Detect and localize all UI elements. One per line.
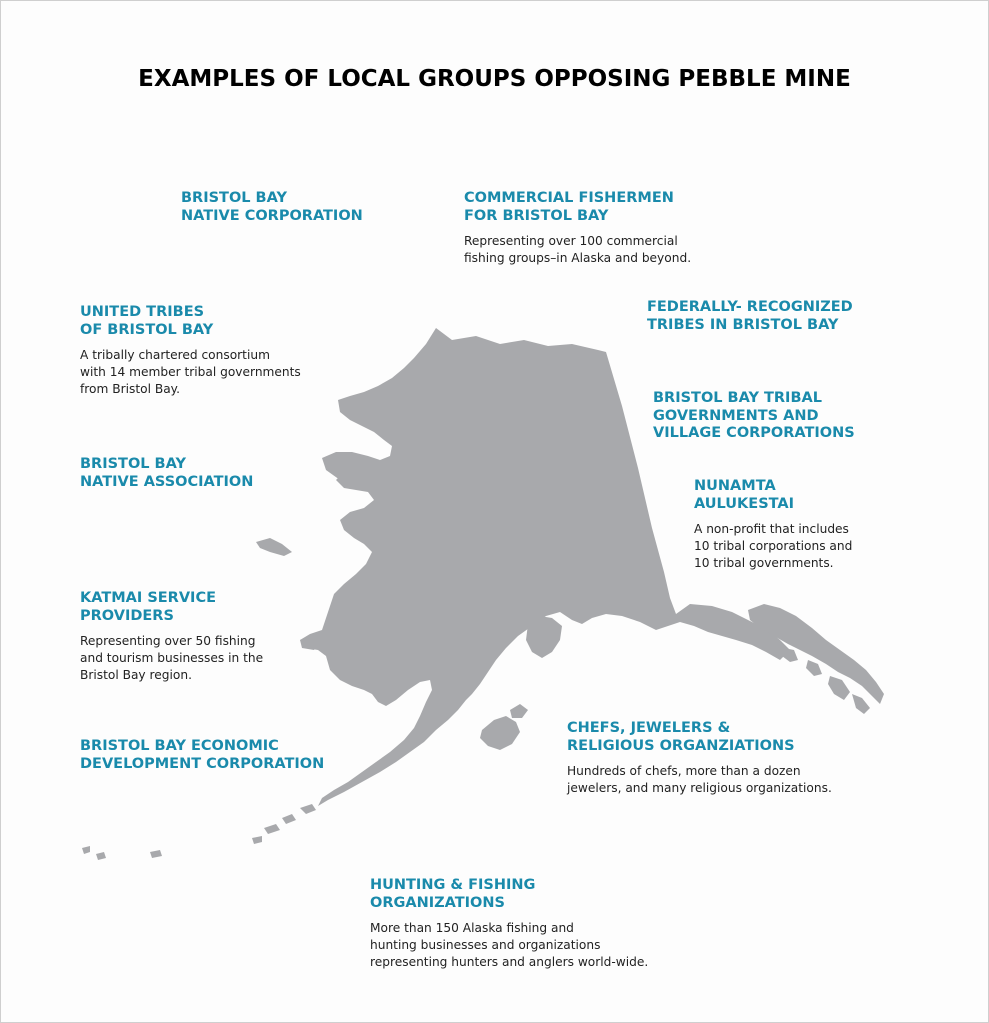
aleutian-island-1: [300, 804, 316, 814]
aleutian-island-3: [264, 824, 280, 834]
group-name: UNITED TRIBES OF BRISTOL BAY: [80, 304, 214, 338]
group-tribal-governments: [653, 390, 855, 443]
group-name: BRISTOL BAY TRIBAL GOVERNMENTS AND VILLAGE CORPORATIONS: [653, 390, 855, 441]
group-name: BRISTOL BAY NATIVE CORPORATION: [181, 190, 363, 224]
group-commercial-fishermen: [464, 190, 691, 267]
group-name: CHEFS, JEWELERS & RELIGIOUS ORGANZIATIONS: [567, 720, 795, 754]
group-bristol-bay-native-association: [80, 456, 253, 491]
group-description: Hundreds of chefs, more than a dozen jewelers, and many religious organizations.: [567, 764, 832, 795]
panhandle-island-1: [828, 676, 850, 700]
group-description: Representing over 50 fishing and tourism businesses in the Bristol Bay region.: [80, 634, 264, 682]
panhandle-island-2: [852, 694, 870, 714]
aleutian-island-2: [282, 814, 296, 824]
group-description: A non-profit that includes 10 tribal corporations and 10 tribal governments.: [694, 522, 853, 570]
group-federally-recognized-tribes: [647, 299, 853, 334]
group-chefs-jewelers-religious: [567, 720, 832, 797]
group-hunting-fishing-organizations: [370, 877, 648, 971]
afognak-island-shape: [510, 704, 528, 718]
group-description: A tribally chartered consortium with 14 member tribal governments from Bristol Bay.: [80, 348, 301, 396]
aleutian-island-5: [150, 850, 162, 858]
aleutian-island-7: [82, 846, 90, 854]
panhandle-shape: [748, 604, 884, 704]
page-title: EXAMPLES OF LOCAL GROUPS OPPOSING PEBBLE MINE: [138, 66, 851, 92]
kodiak-island-shape: [480, 716, 520, 750]
group-name: FEDERALLY- RECOGNIZED TRIBES IN BRISTOL BAY: [647, 299, 853, 333]
group-economic-development-corporation: [80, 738, 324, 773]
group-name: COMMERCIAL FISHERMEN FOR BRISTOL BAY: [464, 190, 674, 224]
kenai-peninsula-shape: [526, 616, 562, 658]
aleutian-island-4: [252, 836, 262, 844]
group-name: KATMAI SERVICE PROVIDERS: [80, 590, 216, 624]
group-bristol-bay-native-corporation: [181, 190, 363, 225]
group-name: HUNTING & FISHING ORGANIZATIONS: [370, 877, 536, 911]
group-name: NUNAMTA AULUKESTAI: [694, 478, 795, 512]
panhandle-island-4: [782, 648, 798, 662]
st-lawrence-island-shape: [256, 538, 292, 556]
aleutian-island-6: [96, 852, 106, 860]
group-name: BRISTOL BAY ECONOMIC DEVELOPMENT CORPORATION: [80, 738, 325, 772]
group-nunamta-aulukestai: [694, 478, 852, 572]
group-description: More than 150 Alaska fishing and hunting businesses and organizations representing hunters and anglers world-wide.: [370, 921, 649, 969]
group-katmai-service-providers: [80, 590, 263, 684]
group-united-tribes: [80, 304, 301, 398]
group-name: BRISTOL BAY NATIVE ASSOCIATION: [80, 456, 254, 490]
panhandle-island-3: [806, 660, 822, 676]
group-description: Representing over 100 commercial fishing groups–in Alaska and beyond.: [464, 234, 692, 265]
